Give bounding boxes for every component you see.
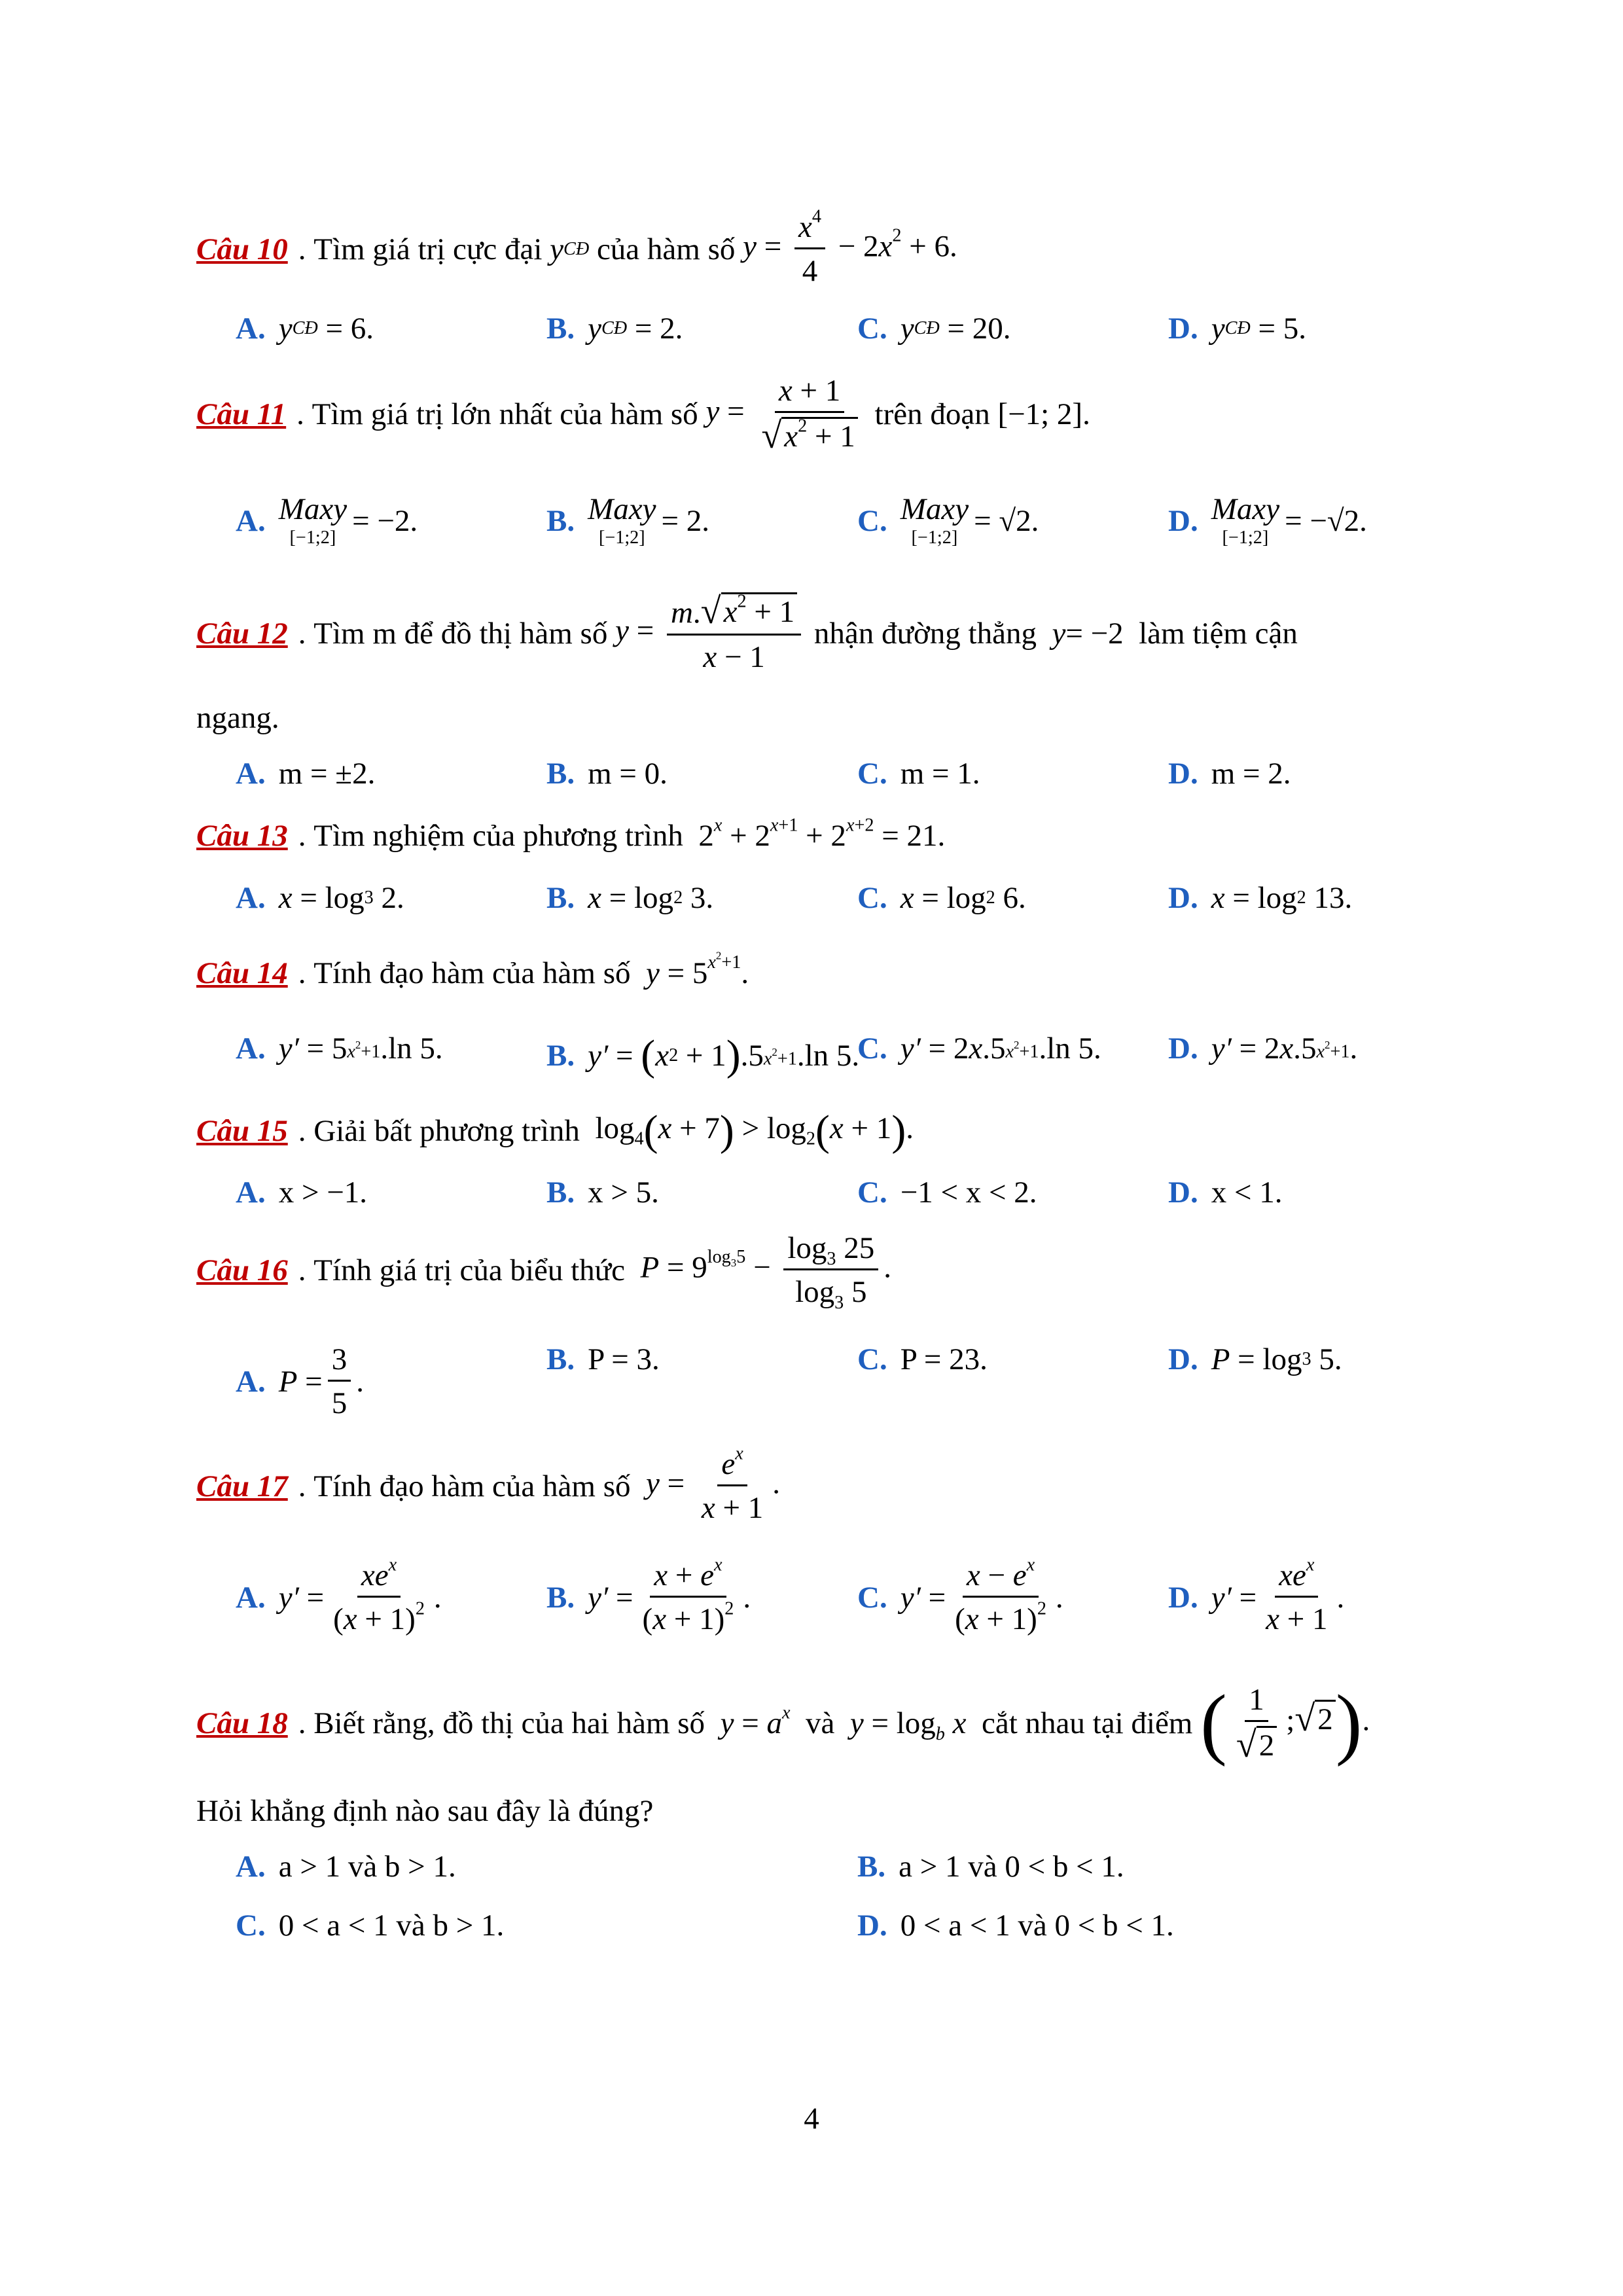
question-text: Tìm giá trị cực đại bbox=[313, 232, 543, 266]
question-11: Câu 11 . Tìm giá trị lớn nhất của hàm số y = x + 1 √ $x^2 + 1$ trên đoạn [−1; 2]. bbox=[196, 374, 1090, 456]
option-b[interactable]: B. m = 0. bbox=[546, 757, 668, 791]
page-number: 4 bbox=[804, 2102, 819, 2136]
formula: $2^x + 2^{x+1} + 2^{x+2} = 21$. bbox=[683, 815, 946, 853]
question-text: Tính giá trị của biểu thức bbox=[313, 1253, 625, 1287]
option-a[interactable]: A. x = log 3 2. bbox=[236, 881, 404, 915]
formula: y = $\frac{e^x}{x + 1}$ . bbox=[645, 1443, 781, 1525]
option-a[interactable]: A. Maxy [−1;2] = −2 . bbox=[236, 492, 418, 548]
option-b[interactable]: B. x = log 2 3. bbox=[546, 881, 714, 915]
question-text-after: nhận đường thẳng bbox=[813, 616, 1037, 651]
question-text: Tìm giá trị lớn nhất của hàm số bbox=[312, 397, 698, 431]
question-label: Câu 15 bbox=[196, 1114, 288, 1148]
option-d[interactable]: D. 0 < a < 1 và 0 < b < 1. bbox=[857, 1909, 1174, 1943]
option-d[interactable]: D. Maxy [−1;2] = −√2 . bbox=[1168, 492, 1367, 548]
option-c[interactable]: C. m = 1. bbox=[857, 757, 980, 791]
option-b[interactable]: B. y CĐ = 2 . bbox=[546, 312, 683, 346]
option-d[interactable]: D. x = log 2 13. bbox=[1168, 881, 1353, 915]
formula: $\log_4(x + 7) > \log_2(x + 1)$. bbox=[579, 1107, 914, 1155]
question-label: Câu 12 bbox=[196, 616, 288, 651]
option-a[interactable]: A. m = ±2. bbox=[236, 757, 376, 791]
question-text: Biết rằng, đồ thị của hai hàm số bbox=[313, 1706, 705, 1740]
question-text: Giải bất phương trình bbox=[313, 1114, 580, 1148]
question-15: Câu 15 . Giải bất phương trình $\log_4(x + 7) > \log_2(x + 1)$. bbox=[196, 1107, 914, 1155]
option-d[interactable]: D. P = log 3 5. bbox=[1168, 1342, 1342, 1376]
question-text-after: cắt nhau tại điểm bbox=[982, 1706, 1193, 1740]
question-label: Câu 11 bbox=[196, 397, 287, 431]
option-a[interactable]: A. x > −1. bbox=[236, 1175, 367, 1210]
formula: $y = 5^{x^2+1}$. bbox=[645, 949, 749, 990]
formula: y = m. √ $x^2 + 1$ x − 1 bbox=[607, 592, 806, 675]
option-b[interactable]: B. P = 3. bbox=[546, 1342, 660, 1376]
formula: y = x + 1 √ $x^2 + 1$ bbox=[698, 373, 867, 456]
question-text: Tìm m để đồ thị hàm số bbox=[313, 616, 608, 651]
question-text: Tính đạo hàm của hàm số bbox=[313, 1469, 631, 1503]
option-b[interactable]: B. y′ = $\frac{x + e^x}{(x + 1)^2}$ . bbox=[546, 1554, 751, 1636]
option-b[interactable]: B. y′ = ( x 2 + 1 ) .5 $x^2+1$ .ln 5. bbox=[546, 1031, 860, 1079]
formula: ( 1 √ 2 ; √ 2 ). bbox=[1200, 1678, 1370, 1767]
question-label: Câu 14 bbox=[196, 956, 288, 990]
question-label: Câu 18 bbox=[196, 1706, 288, 1740]
option-c[interactable]: C. Maxy [−1;2] = √2 . bbox=[857, 492, 1039, 548]
option-b[interactable]: B. x > 5. bbox=[546, 1175, 659, 1210]
question-label: Câu 16 bbox=[196, 1253, 288, 1287]
question-18: Câu 18 . Biết rằng, đồ thị của hai hàm số $y = a^x$ và $y = \log_b x$ cắt nhau tại điểm ( 1 √ 2 ; √ 2 ). bbox=[196, 1678, 1370, 1767]
question-text: Tìm nghiệm của phương trình bbox=[313, 819, 683, 853]
question-13: Câu 13 . Tìm nghiệm của phương trình $2^x + 2^{x+1} + 2^{x+2} = 21$. bbox=[196, 815, 946, 853]
option-a[interactable]: A. y′ = 5 $x^2+1$ .ln 5. bbox=[236, 1031, 443, 1066]
question-label: Câu 17 bbox=[196, 1469, 288, 1503]
option-c[interactable]: C. y′ = 2 x .5 $x^2+1$ .ln 5. bbox=[857, 1031, 1101, 1066]
formula: y = $\frac{x^4}{4}$ − $2x^2 + 6$. bbox=[743, 206, 957, 288]
option-a[interactable]: A. P = $\frac{3}{5}$ . bbox=[236, 1342, 364, 1420]
question-12-line2: ngang. bbox=[196, 701, 279, 735]
option-c[interactable]: C. 0 < a < 1 và b > 1. bbox=[236, 1909, 505, 1943]
question-17: Câu 17 . Tính đạo hàm của hàm số y = $\frac{e^x}{x + 1}$ . bbox=[196, 1443, 781, 1525]
question-label: Câu 13 bbox=[196, 819, 288, 853]
option-d[interactable]: D. y′ = 2 x .5 $x^2+1$ . bbox=[1168, 1031, 1358, 1066]
option-a[interactable]: A. y CĐ = 6 . bbox=[236, 312, 374, 346]
option-b[interactable]: B. a > 1 và 0 < b < 1. bbox=[857, 1850, 1124, 1884]
question-12: Câu 12 . Tìm m để đồ thị hàm số y = m. √ $x^2 + 1$ x − 1 nhận đường thẳng y = −2 làm tiệm cận bbox=[196, 590, 1298, 674]
option-c[interactable]: C. −1 < x < 2. bbox=[857, 1175, 1037, 1210]
question-text-mid: của hàm số bbox=[596, 232, 736, 266]
question-text-after2: làm tiệm cận bbox=[1139, 616, 1298, 651]
question-text-after: trên đoạn [−1; 2]. bbox=[874, 397, 1090, 431]
question-text-mid: và bbox=[805, 1706, 835, 1740]
option-d[interactable]: D. y CĐ = 5 . bbox=[1168, 312, 1307, 346]
formula: $P = 9^{log_35}$ − $\frac{\log_3 25}{\log_3 5}$ . bbox=[640, 1231, 891, 1313]
question-18-line2: Hỏi khẳng định nào sau đây là đúng? bbox=[196, 1794, 654, 1828]
question-label: Câu 10 bbox=[196, 232, 288, 266]
option-d[interactable]: D. y′ = $\frac{xe^x}{x + 1}$ . bbox=[1168, 1554, 1345, 1636]
option-a[interactable]: A. a > 1 và b > 1. bbox=[236, 1850, 456, 1884]
question-14: Câu 14 . Tính đạo hàm của hàm số $y = 5^{x^2+1}$. bbox=[196, 949, 749, 990]
option-d[interactable]: D. x < 1. bbox=[1168, 1175, 1283, 1210]
option-b[interactable]: B. Maxy [−1;2] = 2 . bbox=[546, 492, 709, 548]
option-c[interactable]: C. P = 23. bbox=[857, 1342, 988, 1376]
option-d[interactable]: D. m = 2. bbox=[1168, 757, 1291, 791]
question-text: Tính đạo hàm của hàm số bbox=[313, 956, 631, 990]
option-c[interactable]: C. y′ = $\frac{x - e^x}{(x + 1)^2}$ . bbox=[857, 1554, 1063, 1636]
option-c[interactable]: C. y CĐ = 20 . bbox=[857, 312, 1011, 346]
option-a[interactable]: A. y′ = $\frac{xe^x}{(x + 1)^2}$ . bbox=[236, 1554, 442, 1636]
question-10: Câu 10 . Tìm giá trị cực đại y CĐ của hàm số y = $\frac{x^4}{4}$ − $2x^2 + 6$. bbox=[196, 206, 957, 288]
option-c[interactable]: C. x = log 2 6. bbox=[857, 881, 1026, 915]
question-16: Câu 16 . Tính giá trị của biểu thức $P = 9^{log_35}$ − $\frac{\log_3 25}{\log_3 5}$ . bbox=[196, 1231, 891, 1313]
